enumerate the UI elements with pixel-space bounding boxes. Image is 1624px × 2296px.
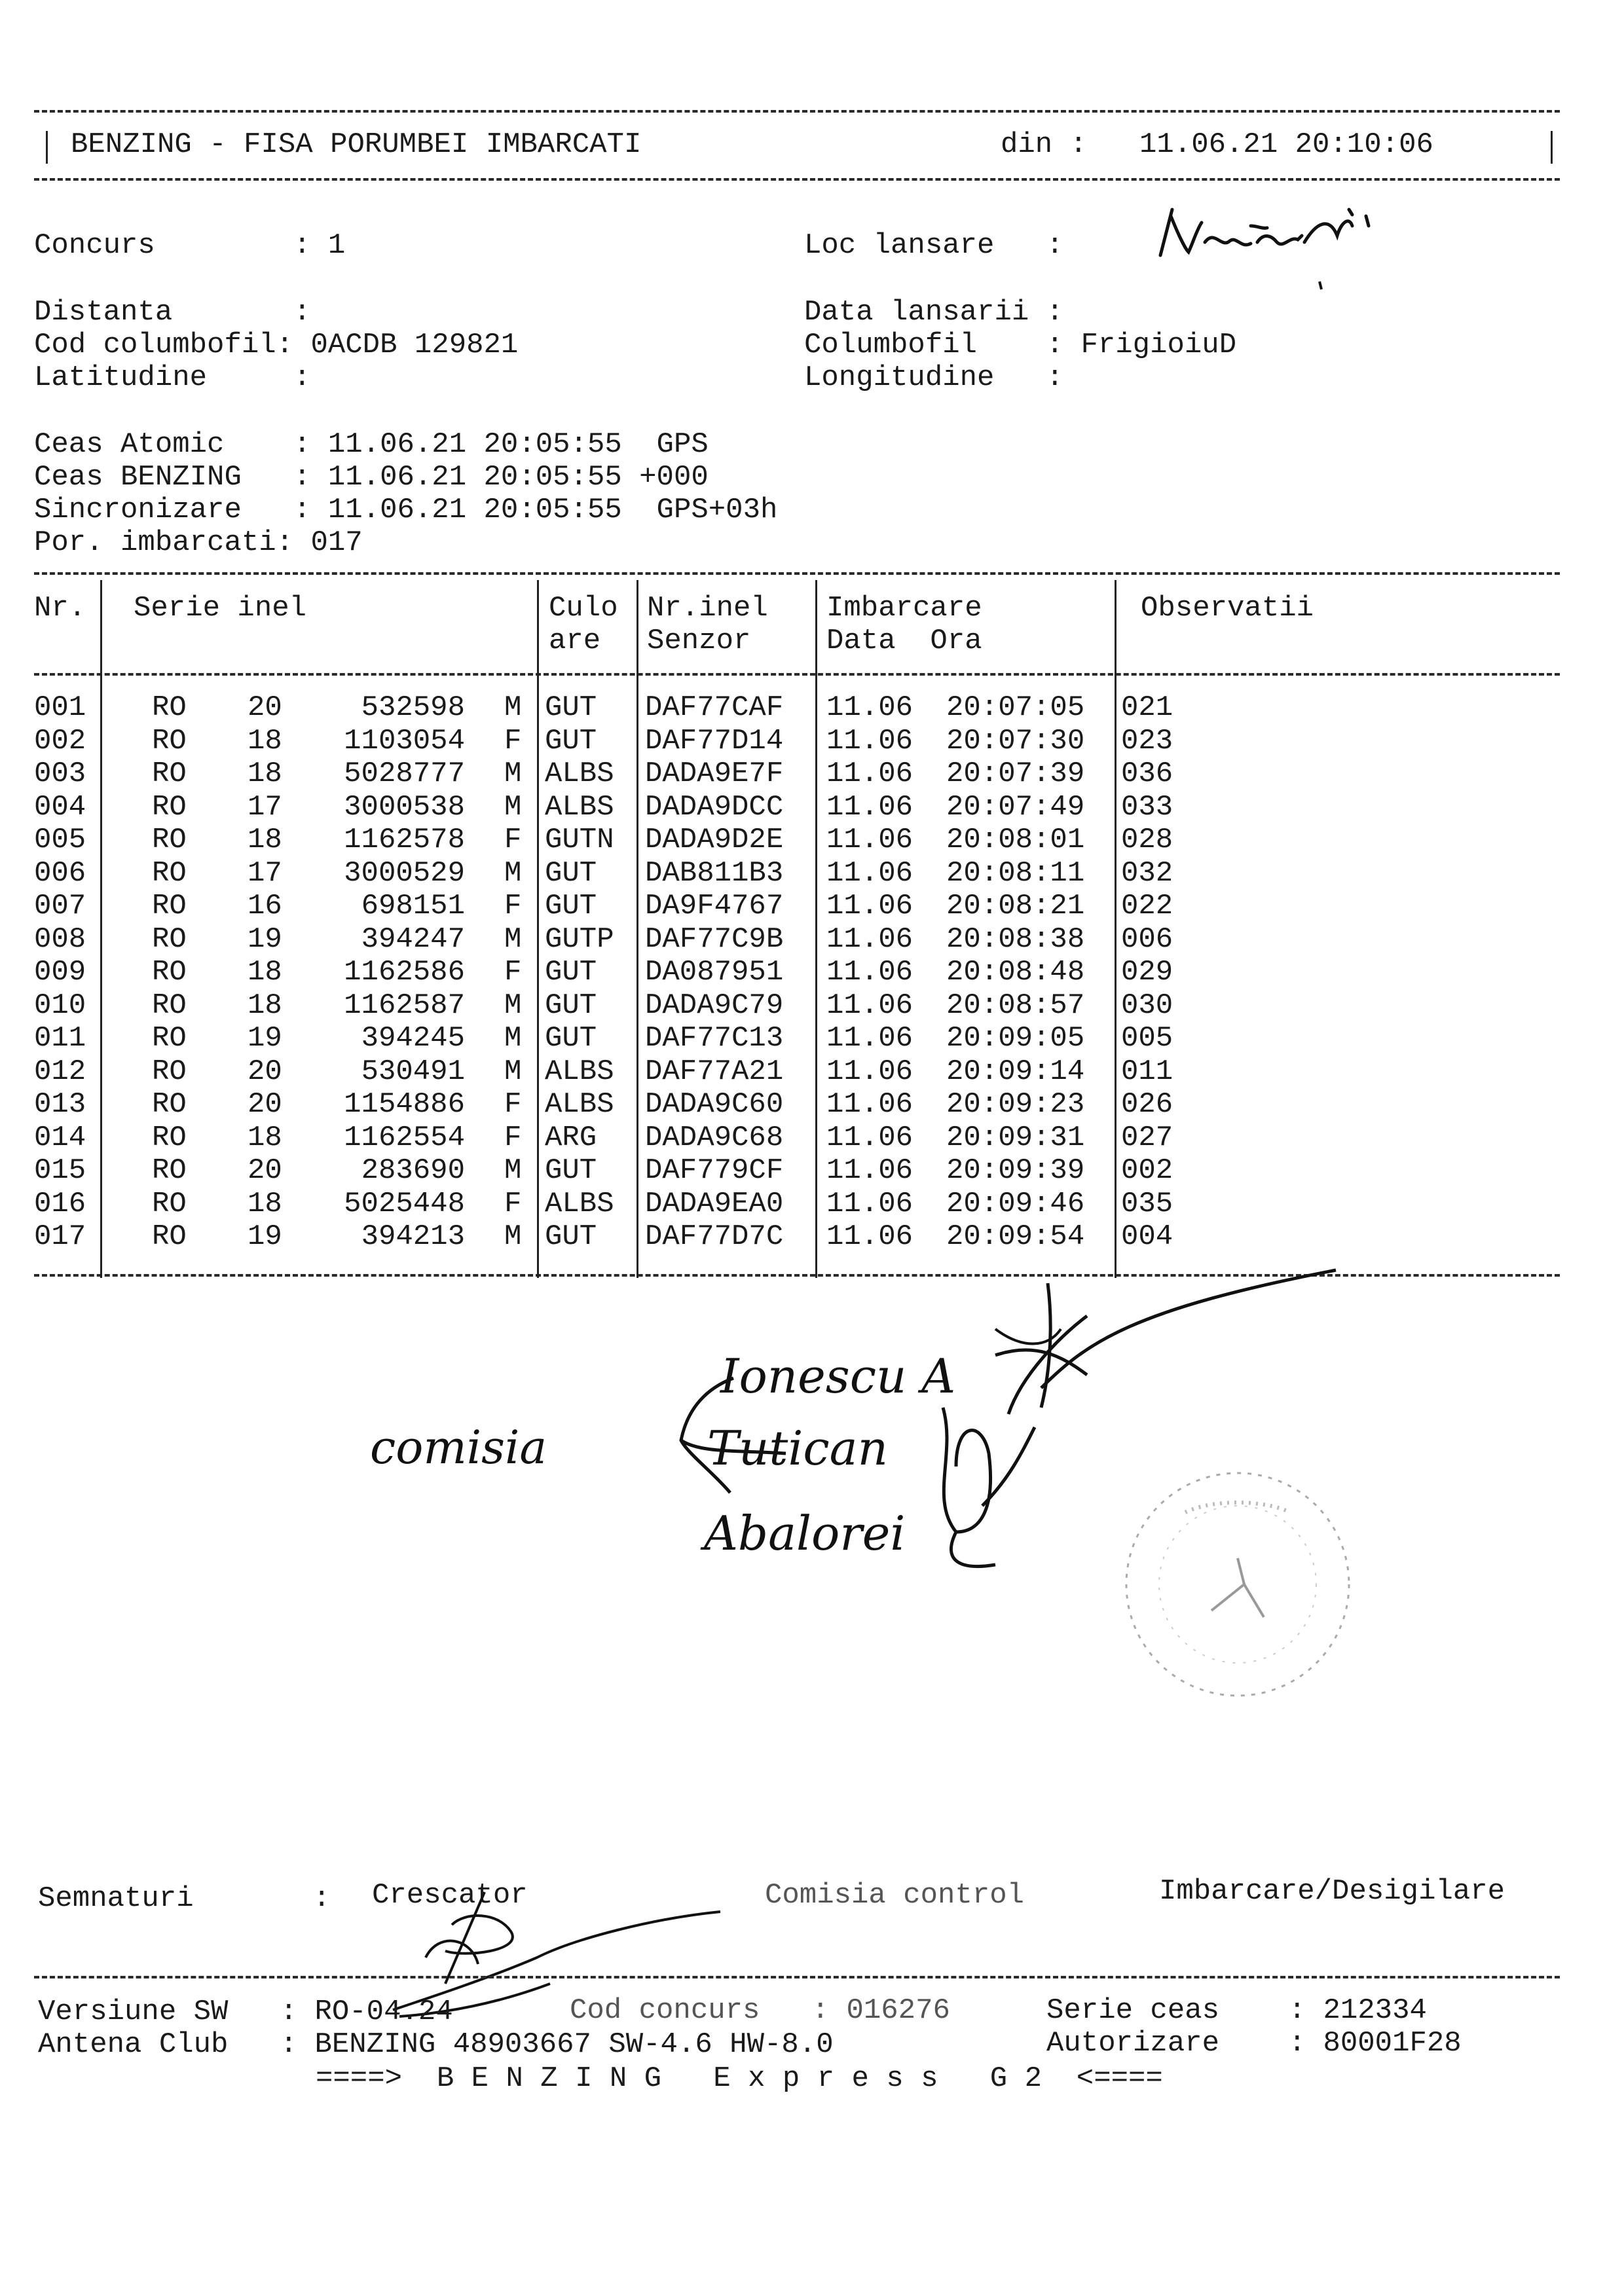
cell-culoare: ALBS bbox=[545, 1088, 614, 1121]
cell-tara: RO bbox=[152, 757, 187, 790]
cell-observatii: 011 bbox=[1121, 1055, 1173, 1088]
col-header-nr-inel-2: Senzor bbox=[647, 625, 751, 657]
cell-ora: 20:08:57 bbox=[946, 989, 1085, 1022]
cell-an: 19 bbox=[248, 1022, 282, 1055]
col-header-imbarcare-1: Imbarcare bbox=[826, 592, 982, 625]
cell-nr: 017 bbox=[34, 1220, 86, 1253]
handwriting-name-1: Ionescu A bbox=[720, 1349, 956, 1404]
col-separator bbox=[637, 580, 638, 1278]
handwriting-name-2: Tutican bbox=[707, 1421, 888, 1476]
semnaturi-colon: : bbox=[313, 1882, 331, 1915]
cell-tara: RO bbox=[152, 1187, 187, 1220]
cell-ora: 20:09:05 bbox=[946, 1022, 1085, 1055]
cell-culoare: GUT bbox=[545, 724, 597, 757]
cell-serie: 394245 bbox=[361, 1022, 465, 1055]
imbarcare-desigilare-label: Imbarcare/Desigilare bbox=[1159, 1875, 1505, 1908]
handwriting-comisia: comisia bbox=[370, 1421, 547, 1474]
cell-culoare: ALBS bbox=[545, 757, 614, 790]
antena-club-field: Antena Club : BENZING 48903667 SW-4.6 HW-8.0 bbox=[38, 2028, 834, 2061]
cell-tara: RO bbox=[152, 824, 187, 856]
cell-observatii: 036 bbox=[1121, 757, 1173, 790]
cell-an: 16 bbox=[248, 890, 282, 922]
document-title: BENZING - FISA PORUMBEI IMBARCATI bbox=[71, 128, 642, 161]
cell-an: 20 bbox=[248, 1055, 282, 1088]
cell-an: 18 bbox=[248, 724, 282, 757]
columbofil-field: Columbofil : FrigioiuD bbox=[804, 329, 1237, 361]
cell-serie: 530491 bbox=[361, 1055, 465, 1088]
semnaturi-label: Semnaturi bbox=[38, 1882, 194, 1915]
cell-ora: 20:08:01 bbox=[946, 824, 1085, 856]
cell-ora: 20:08:48 bbox=[946, 956, 1085, 989]
cell-culoare: GUT bbox=[545, 856, 597, 890]
cell-sex: M bbox=[504, 1055, 522, 1088]
cell-nr: 008 bbox=[34, 922, 86, 956]
cell-culoare: ALBS bbox=[545, 1187, 614, 1220]
cell-ora: 20:08:11 bbox=[946, 856, 1085, 890]
cell-serie: 5028777 bbox=[344, 757, 465, 790]
cell-senzor: DADA9C60 bbox=[645, 1088, 784, 1121]
col-header-nr: Nr. bbox=[34, 592, 86, 625]
cell-sex: F bbox=[504, 1121, 522, 1154]
cell-data: 11.06 bbox=[826, 1088, 913, 1121]
cell-ora: 20:07:05 bbox=[946, 691, 1085, 724]
cell-ora: 20:08:21 bbox=[946, 890, 1085, 922]
sincronizare-field: Sincronizare : 11.06.21 20:05:55 GPS+03h bbox=[34, 494, 778, 526]
cell-sex: F bbox=[504, 1187, 522, 1220]
cell-an: 18 bbox=[248, 1121, 282, 1154]
cell-ora: 20:09:23 bbox=[946, 1088, 1085, 1121]
cell-tara: RO bbox=[152, 890, 187, 922]
cell-nr: 015 bbox=[34, 1154, 86, 1187]
header-top-border bbox=[34, 110, 1560, 113]
cell-nr: 009 bbox=[34, 956, 86, 989]
cell-data: 11.06 bbox=[826, 824, 913, 856]
cell-sex: M bbox=[504, 922, 522, 956]
loc-lansare-field: Loc lansare : bbox=[804, 229, 1064, 262]
cell-data: 11.06 bbox=[826, 790, 913, 824]
cell-nr: 014 bbox=[34, 1121, 86, 1154]
col-header-observatii: Observatii bbox=[1141, 592, 1314, 625]
cell-an: 17 bbox=[248, 790, 282, 824]
cell-tara: RO bbox=[152, 989, 187, 1022]
cell-data: 11.06 bbox=[826, 1055, 913, 1088]
cell-culoare: GUT bbox=[545, 1022, 597, 1055]
cell-data: 11.06 bbox=[826, 757, 913, 790]
cell-observatii: 032 bbox=[1121, 856, 1173, 890]
cell-sex: M bbox=[504, 856, 522, 890]
data-lansarii-field: Data lansarii : bbox=[804, 296, 1064, 329]
cell-observatii: 035 bbox=[1121, 1187, 1173, 1220]
cell-sex: F bbox=[504, 956, 522, 989]
cell-nr: 006 bbox=[34, 856, 86, 890]
cell-sex: F bbox=[504, 1088, 522, 1121]
cell-data: 11.06 bbox=[826, 1220, 913, 1253]
cell-nr: 011 bbox=[34, 1022, 86, 1055]
cell-nr: 016 bbox=[34, 1187, 86, 1220]
cell-data: 11.06 bbox=[826, 1187, 913, 1220]
cell-data: 11.06 bbox=[826, 956, 913, 989]
cell-tara: RO bbox=[152, 1022, 187, 1055]
cell-data: 11.06 bbox=[826, 691, 913, 724]
cell-sex: M bbox=[504, 790, 522, 824]
cell-tara: RO bbox=[152, 1154, 187, 1187]
cell-sex: M bbox=[504, 691, 522, 724]
cell-an: 20 bbox=[248, 1154, 282, 1187]
cell-culoare: GUT bbox=[545, 691, 597, 724]
footer-separator bbox=[34, 1976, 1560, 1978]
cell-an: 20 bbox=[248, 691, 282, 724]
cell-nr: 010 bbox=[34, 989, 86, 1022]
cell-tara: RO bbox=[152, 724, 187, 757]
cell-serie: 532598 bbox=[361, 691, 465, 724]
din-label: din : bbox=[1001, 128, 1088, 161]
cell-senzor: DADA9EA0 bbox=[645, 1187, 784, 1220]
cell-an: 18 bbox=[248, 1187, 282, 1220]
cell-observatii: 026 bbox=[1121, 1088, 1173, 1121]
cell-nr: 013 bbox=[34, 1088, 86, 1121]
cell-an: 18 bbox=[248, 956, 282, 989]
cell-senzor: DA087951 bbox=[645, 956, 784, 989]
col-separator bbox=[100, 580, 102, 1278]
cell-observatii: 006 bbox=[1121, 922, 1173, 956]
concurs-field: Concurs : 1 bbox=[34, 229, 346, 262]
cell-sex: M bbox=[504, 1154, 522, 1187]
cell-senzor: DAF77D14 bbox=[645, 724, 784, 757]
cell-nr: 004 bbox=[34, 790, 86, 824]
cell-senzor: DAF77A21 bbox=[645, 1055, 784, 1088]
cell-culoare: ARG bbox=[545, 1121, 597, 1154]
por-imbarcati-field: Por. imbarcati: 017 bbox=[34, 526, 363, 559]
col-header-culoare-2: are bbox=[549, 625, 601, 657]
latitudine-field: Latitudine : bbox=[34, 361, 311, 394]
cell-serie: 283690 bbox=[361, 1154, 465, 1187]
cell-senzor: DAB811B3 bbox=[645, 856, 784, 890]
cell-sex: M bbox=[504, 757, 522, 790]
cell-data: 11.06 bbox=[826, 724, 913, 757]
cell-an: 20 bbox=[248, 1088, 282, 1121]
cell-tara: RO bbox=[152, 1121, 187, 1154]
cell-culoare: GUTN bbox=[545, 824, 614, 856]
cell-serie: 1162587 bbox=[344, 989, 465, 1022]
cell-serie: 1162554 bbox=[344, 1121, 465, 1154]
cell-nr: 005 bbox=[34, 824, 86, 856]
cell-data: 11.06 bbox=[826, 1022, 913, 1055]
cell-observatii: 029 bbox=[1121, 956, 1173, 989]
cell-nr: 003 bbox=[34, 757, 86, 790]
cell-senzor: DADA9D2E bbox=[645, 824, 784, 856]
cell-culoare: GUT bbox=[545, 1154, 597, 1187]
official-stamp bbox=[1113, 1460, 1362, 1709]
col-header-imbarcare-2: Data Ora bbox=[826, 625, 982, 657]
col-separator bbox=[815, 580, 817, 1278]
cell-serie: 394247 bbox=[361, 922, 465, 956]
cell-serie: 1162578 bbox=[344, 824, 465, 856]
cod-columbofil-field: Cod columbofil: 0ACDB 129821 bbox=[34, 329, 519, 361]
ceas-atomic-field: Ceas Atomic : 11.06.21 20:05:55 GPS bbox=[34, 428, 709, 461]
cell-observatii: 033 bbox=[1121, 790, 1173, 824]
cell-tara: RO bbox=[152, 1055, 187, 1088]
cell-data: 11.06 bbox=[826, 989, 913, 1022]
cell-data: 11.06 bbox=[826, 1121, 913, 1154]
cell-ora: 20:08:38 bbox=[946, 922, 1085, 956]
cell-nr: 012 bbox=[34, 1055, 86, 1088]
cell-observatii: 028 bbox=[1121, 824, 1173, 856]
cell-sex: M bbox=[504, 1022, 522, 1055]
cell-serie: 394213 bbox=[361, 1220, 465, 1253]
cell-senzor: DAF77C13 bbox=[645, 1022, 784, 1055]
cell-an: 19 bbox=[248, 922, 282, 956]
cell-ora: 20:07:49 bbox=[946, 790, 1085, 824]
cell-tara: RO bbox=[152, 691, 187, 724]
cell-tara: RO bbox=[152, 1088, 187, 1121]
cell-serie: 698151 bbox=[361, 890, 465, 922]
cell-tara: RO bbox=[152, 856, 187, 890]
cell-data: 11.06 bbox=[826, 1154, 913, 1187]
cell-ora: 20:09:14 bbox=[946, 1055, 1085, 1088]
cell-observatii: 027 bbox=[1121, 1121, 1173, 1154]
col-header-serie-inel: Serie inel bbox=[134, 592, 307, 625]
cell-culoare: ALBS bbox=[545, 1055, 614, 1088]
cell-culoare: GUT bbox=[545, 890, 597, 922]
col-separator bbox=[537, 580, 539, 1278]
cell-an: 18 bbox=[248, 989, 282, 1022]
cell-culoare: GUTP bbox=[545, 922, 614, 956]
cell-observatii: 004 bbox=[1121, 1220, 1173, 1253]
benzing-express-banner: ====> B E N Z I N G E x p r e s s G 2 <==== bbox=[316, 2062, 1163, 2095]
crescator-label: Crescator bbox=[372, 1879, 528, 1912]
distanta-field: Distanta : bbox=[34, 296, 311, 329]
cell-ora: 20:09:39 bbox=[946, 1154, 1085, 1187]
cell-senzor: DADA9C79 bbox=[645, 989, 784, 1022]
cell-observatii: 023 bbox=[1121, 724, 1173, 757]
cell-sex: F bbox=[504, 824, 522, 856]
cell-ora: 20:09:46 bbox=[946, 1187, 1085, 1220]
table-top-border bbox=[34, 572, 1560, 575]
cell-tara: RO bbox=[152, 922, 187, 956]
col-separator bbox=[1115, 580, 1116, 1278]
cell-an: 19 bbox=[248, 1220, 282, 1253]
cell-senzor: DA9F4767 bbox=[645, 890, 784, 922]
cell-data: 11.06 bbox=[826, 922, 913, 956]
header-left-edge bbox=[46, 131, 48, 164]
loc-lansare-handwriting bbox=[1153, 196, 1388, 288]
cell-senzor: DAF77C9B bbox=[645, 922, 784, 956]
cell-serie: 3000538 bbox=[344, 790, 465, 824]
table-header-separator bbox=[34, 673, 1560, 676]
cell-culoare: ALBS bbox=[545, 790, 614, 824]
header-right-edge bbox=[1551, 131, 1553, 164]
cell-ora: 20:09:54 bbox=[946, 1220, 1085, 1253]
cell-sex: F bbox=[504, 724, 522, 757]
cell-serie: 3000529 bbox=[344, 856, 465, 890]
col-header-culoare-1: Culo bbox=[549, 592, 618, 625]
cell-senzor: DAF77D7C bbox=[645, 1220, 784, 1253]
cell-senzor: DADA9E7F bbox=[645, 757, 784, 790]
cell-senzor: DAF77CAF bbox=[645, 691, 784, 724]
cell-nr: 001 bbox=[34, 691, 86, 724]
cell-an: 17 bbox=[248, 856, 282, 890]
cell-tara: RO bbox=[152, 956, 187, 989]
cell-serie: 1103054 bbox=[344, 724, 465, 757]
header-bottom-border bbox=[34, 178, 1560, 181]
cod-concurs-field: Cod concurs : 016276 bbox=[570, 1994, 950, 2027]
cell-nr: 007 bbox=[34, 890, 86, 922]
cell-sex: M bbox=[504, 1220, 522, 1253]
cell-serie: 1154886 bbox=[344, 1088, 465, 1121]
cell-tara: RO bbox=[152, 790, 187, 824]
cell-culoare: GUT bbox=[545, 1220, 597, 1253]
cell-ora: 20:07:39 bbox=[946, 757, 1085, 790]
versiune-sw-field: Versiune SW : RO-04.24 bbox=[38, 1995, 453, 2028]
cell-senzor: DADA9DCC bbox=[645, 790, 784, 824]
cell-senzor: DADA9C68 bbox=[645, 1121, 784, 1154]
cell-culoare: GUT bbox=[545, 989, 597, 1022]
cell-ora: 20:09:31 bbox=[946, 1121, 1085, 1154]
cell-culoare: GUT bbox=[545, 956, 597, 989]
ceas-benzing-field: Ceas BENZING : 11.06.21 20:05:55 +000 bbox=[34, 461, 709, 494]
cell-observatii: 021 bbox=[1121, 691, 1173, 724]
comisia-control-label: Comisia control bbox=[765, 1879, 1025, 1912]
cell-an: 18 bbox=[248, 757, 282, 790]
serie-ceas-field: Serie ceas : 212334 bbox=[1046, 1994, 1427, 2027]
cell-sex: F bbox=[504, 890, 522, 922]
cell-an: 18 bbox=[248, 824, 282, 856]
autorizare-field: Autorizare : 80001F28 bbox=[1046, 2027, 1462, 2060]
cell-observatii: 002 bbox=[1121, 1154, 1173, 1187]
col-header-nr-inel-1: Nr.inel bbox=[647, 592, 768, 625]
cell-observatii: 022 bbox=[1121, 890, 1173, 922]
cell-observatii: 005 bbox=[1121, 1022, 1173, 1055]
cell-ora: 20:07:30 bbox=[946, 724, 1085, 757]
cell-senzor: DAF779CF bbox=[645, 1154, 784, 1187]
cell-data: 11.06 bbox=[826, 856, 913, 890]
din-timestamp: 11.06.21 20:10:06 bbox=[1139, 128, 1433, 161]
cell-serie: 5025448 bbox=[344, 1187, 465, 1220]
handwriting-name-3: Abalorei bbox=[704, 1506, 906, 1561]
cell-observatii: 030 bbox=[1121, 989, 1173, 1022]
cell-data: 11.06 bbox=[826, 890, 913, 922]
cell-nr: 002 bbox=[34, 724, 86, 757]
cell-tara: RO bbox=[152, 1220, 187, 1253]
cell-sex: M bbox=[504, 989, 522, 1022]
cell-serie: 1162586 bbox=[344, 956, 465, 989]
longitudine-field: Longitudine : bbox=[804, 361, 1064, 394]
